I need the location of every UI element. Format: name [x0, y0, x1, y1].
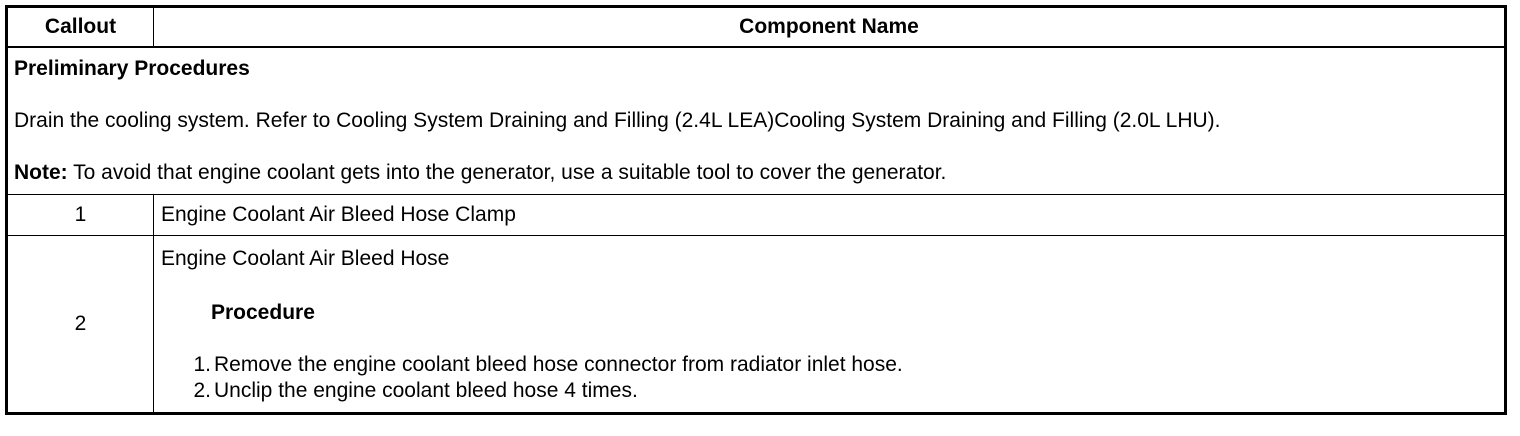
component-name-cell [154, 236, 1506, 414]
step-text: Unclip the engine coolant bleed hose 4 times. [214, 379, 638, 402]
drain-instruction: Drain the cooling system. Refer to Cooling System Draining and Filling (2.4L LEA)Cooling System Draining and Filling (2.0L LHU). [14, 109, 1221, 132]
note-paragraph [14, 160, 1498, 188]
step-number: 2. [193, 379, 211, 402]
header-callout: Callout [7, 7, 154, 48]
callout-cell: 1 [7, 195, 154, 236]
note-label: Note: [14, 161, 68, 184]
component-table [5, 5, 1507, 415]
component-name-cell: Engine Coolant Air Bleed Hose Clamp [154, 195, 1506, 236]
step-number: 1. [193, 353, 211, 376]
procedure-step [161, 378, 1504, 404]
procedure-steps [161, 352, 1504, 404]
header-component-name: Component Name [154, 7, 1506, 48]
table-header-row [7, 7, 1506, 48]
callout-cell: 2 [7, 236, 154, 414]
table-row [7, 195, 1506, 236]
preliminary-row [7, 47, 1506, 195]
preliminary-title: Preliminary Procedures [14, 57, 250, 80]
preliminary-cell [7, 47, 1506, 195]
procedure-heading: Procedure [211, 301, 315, 324]
table-row [7, 236, 1506, 414]
step-text: Remove the engine coolant bleed hose connector from radiator inlet hose. [214, 353, 903, 376]
note-text: To avoid that engine coolant gets into the generator, use a suitable tool to cover the generator. [67, 161, 947, 184]
procedure-step [161, 352, 1504, 378]
component-name: Engine Coolant Air Bleed Hose [161, 247, 450, 270]
